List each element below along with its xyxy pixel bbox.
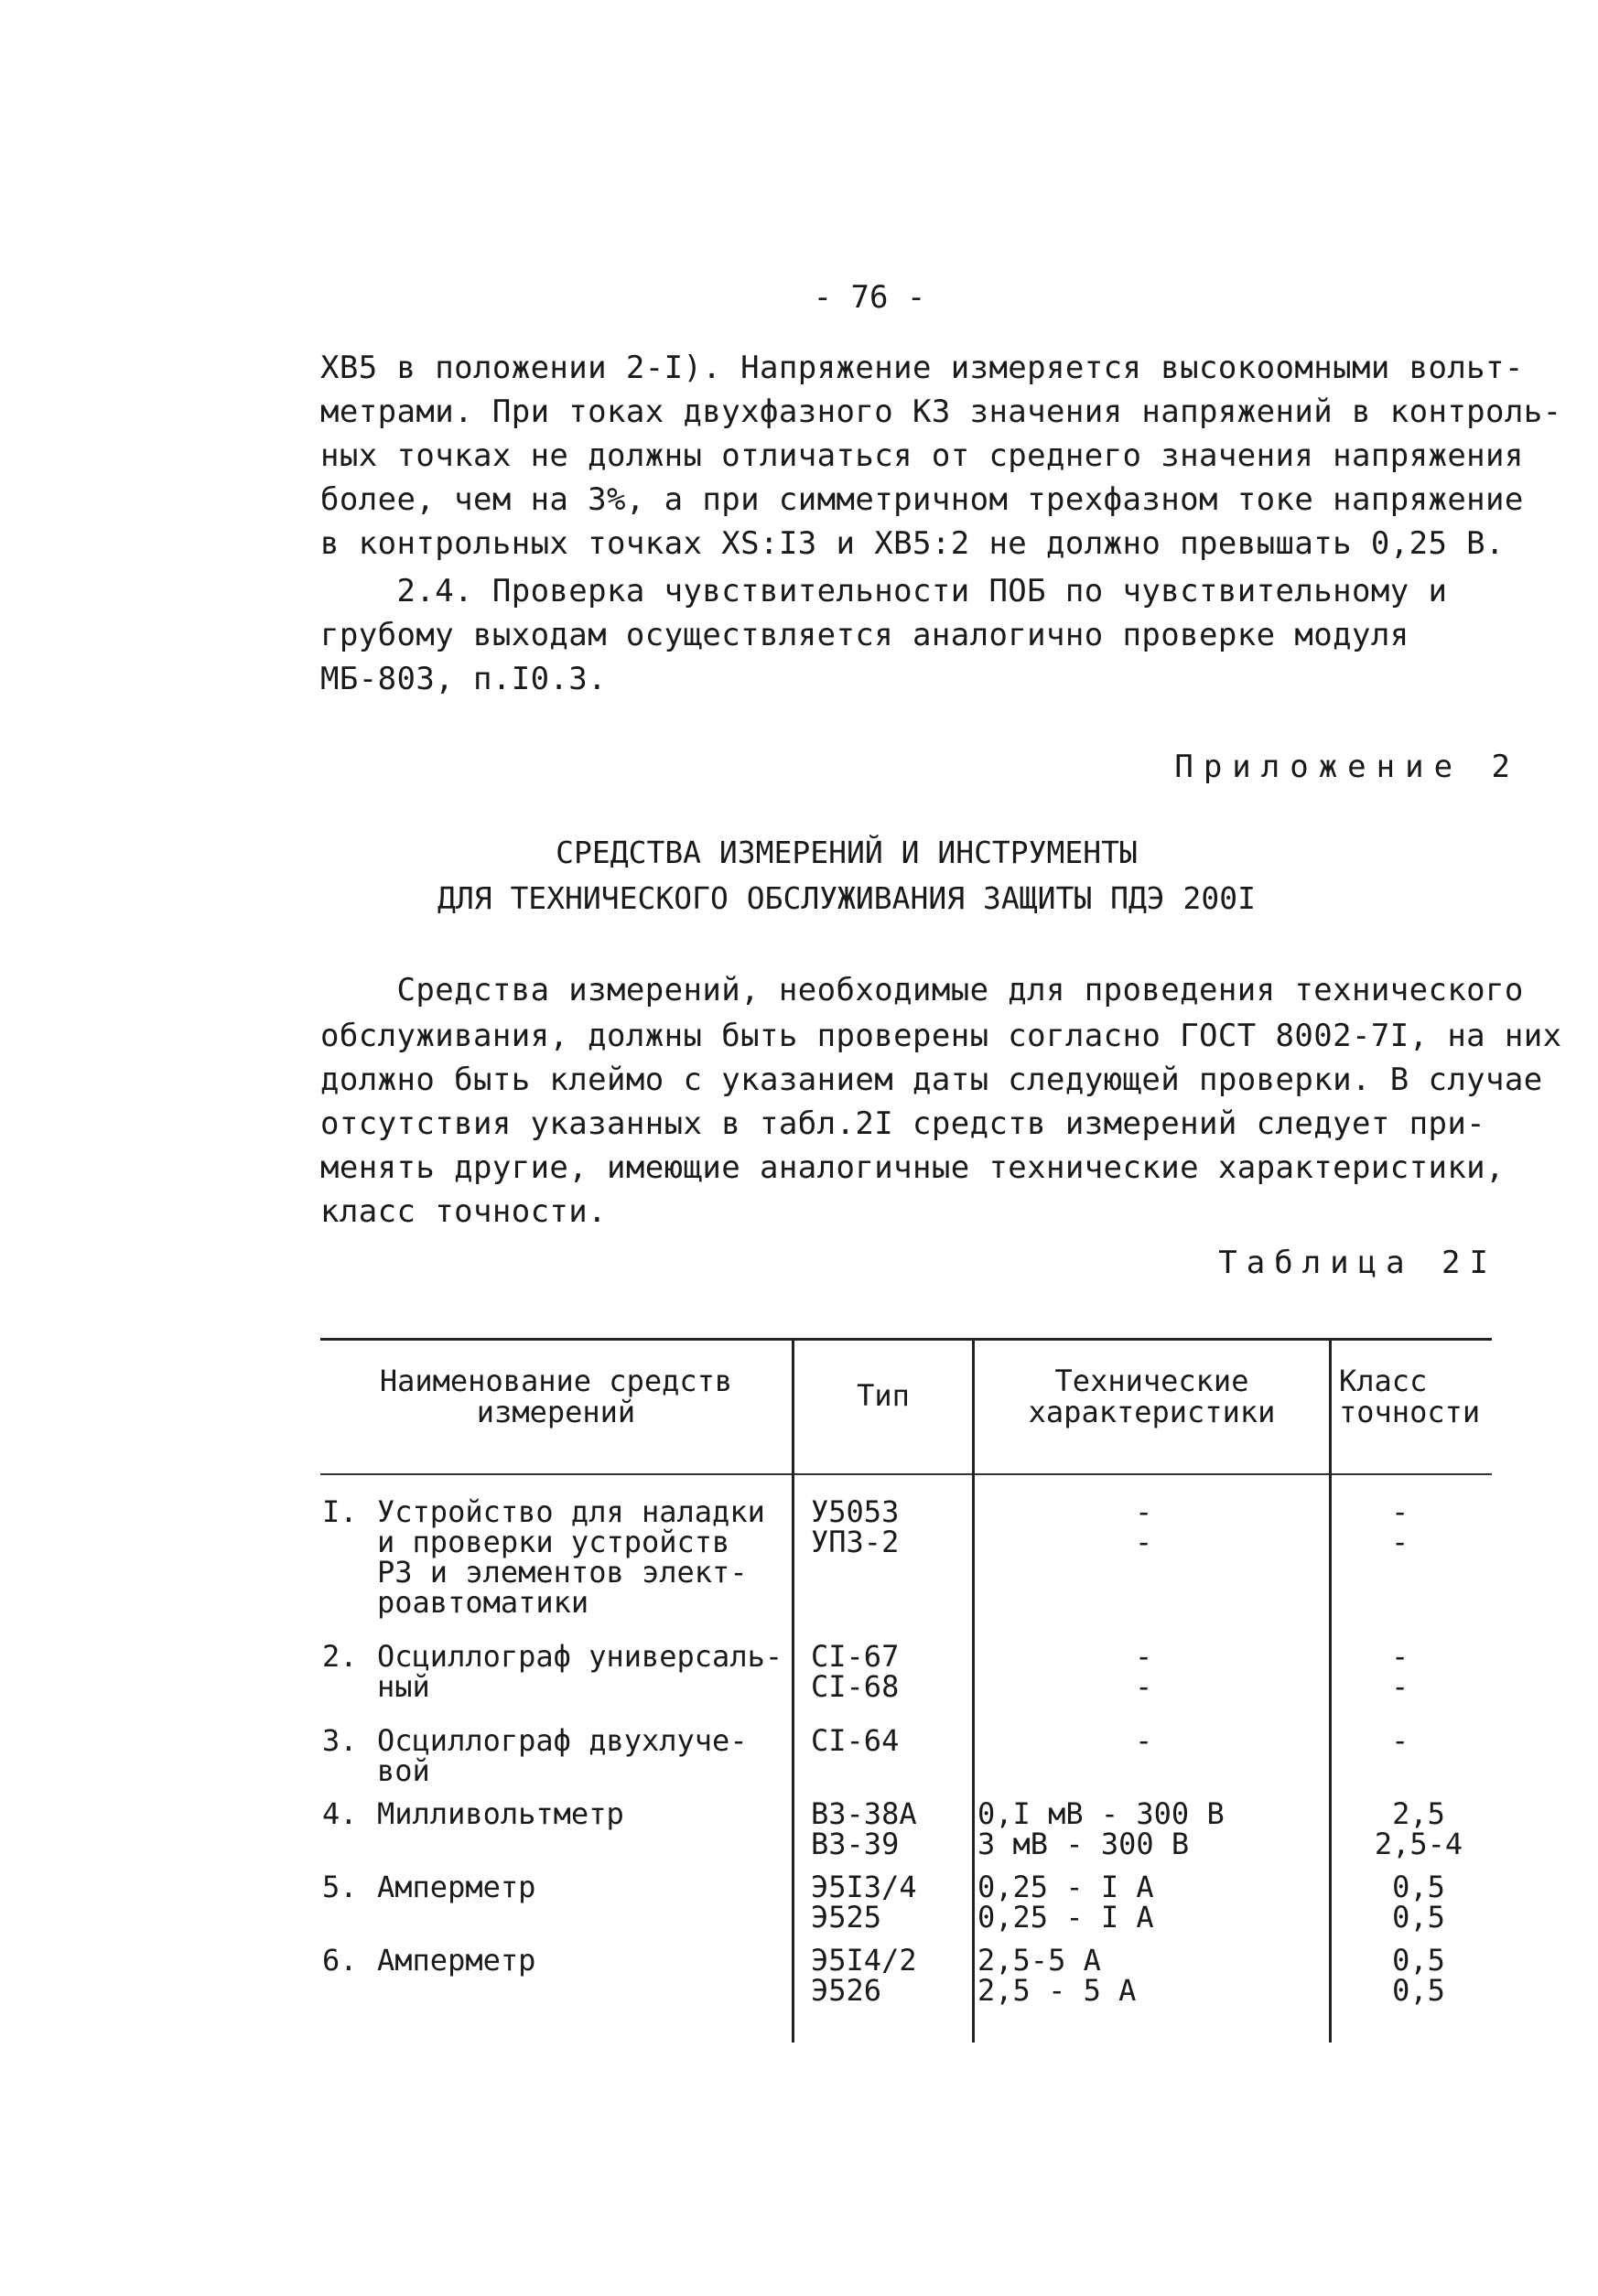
row-name: Милливольтметр (377, 1796, 624, 1831)
row-type: Э5I3/4 Э525 (811, 1870, 917, 1935)
row-class: - (1391, 1723, 1409, 1758)
text-line: более, чем на 3%, а при симметричном трехфазном токе напряжение (320, 481, 1524, 518)
row-number: I. (322, 1494, 358, 1529)
row-class: 0,5 0,5 (1392, 1943, 1445, 2008)
text-line: должно быть клеймо с указанием даты следующей проверки. В случае (320, 1062, 1543, 1098)
row-type: СI-67 СI-68 (811, 1639, 900, 1704)
column-divider (972, 1338, 975, 2043)
row-tech: - (1135, 1723, 1153, 1758)
text-line: метрами. При токах двухфазного КЗ значения напряжений в контроль- (320, 393, 1562, 430)
text-line: в контрольных точках ХS:I3 и ХВ5:2 не должно превышать 0,25 В. (320, 525, 1505, 562)
row-class: 2,5 2,5-4 (1374, 1796, 1463, 1861)
text-line: ХВ5 в положении 2-I). Напряжение измеряется высокоомными вольт- (320, 350, 1524, 386)
text-line: Средства измерений, необходимые для проведения технического (320, 972, 1524, 1008)
row-class: - - (1391, 1639, 1409, 1704)
table-label: Таблица 2I (1218, 1245, 1497, 1281)
row-tech: 2,5-5 А 2,5 - 5 А (977, 1943, 1137, 2008)
table-header-rule (320, 1473, 1492, 1475)
text-line: МБ-803, п.I0.3. (320, 661, 608, 697)
row-tech: - - (1135, 1494, 1153, 1559)
row-tech: - - (1135, 1639, 1153, 1704)
row-number: 5. (322, 1870, 358, 1904)
text-line: обслуживания, должны быть проверены согласно ГОСТ 8002-7I, на них (320, 1018, 1562, 1054)
table-top-rule (320, 1338, 1492, 1341)
row-type: В3-38А В3-39 (811, 1796, 917, 1861)
text-line: ных точках не должны отличаться от среднего значения напряжения (320, 437, 1524, 474)
row-number: 3. (322, 1723, 358, 1758)
column-divider (1329, 1338, 1332, 2043)
text-line: отсутствия указанных в табл.2I средств измерений следует при- (320, 1105, 1486, 1142)
header-tech: Технические характеристики (1028, 1364, 1276, 1429)
row-number: 4. (322, 1796, 358, 1831)
row-type: Э5I4/2 Э526 (811, 1943, 917, 2008)
row-tech: 0,I мВ - 300 В 3 мВ - 300 В (977, 1796, 1225, 1861)
row-name: Амперметр (377, 1943, 536, 1978)
row-type: СI-64 (811, 1723, 900, 1758)
appendix-label: Приложение 2 (1174, 749, 1520, 785)
section-title-line-1: СРЕДСТВА ИЗМЕРЕНИЙ И ИНСТРУМЕНТЫ (556, 835, 1138, 870)
row-tech: 0,25 - I А 0,25 - I А (977, 1870, 1154, 1935)
text-line: 2.4. Проверка чувствительности ПОБ по чувствительному и (320, 573, 1448, 609)
row-class: - - (1391, 1494, 1409, 1559)
row-class: 0,5 0,5 (1392, 1870, 1445, 1935)
row-name: Осциллограф двухлуче- вой (377, 1723, 748, 1788)
section-title-line-2: ДЛЯ ТЕХНИЧЕСКОГО ОБСЛУЖИВАНИЯ ЗАЩИТЫ ПДЭ 200I (437, 880, 1257, 916)
row-type: У5053 УПЗ-2 (811, 1494, 900, 1559)
row-name: Амперметр (377, 1870, 536, 1904)
text-line: класс точности. (320, 1193, 608, 1230)
row-number: 6. (322, 1943, 358, 1978)
text-line: грубому выходам осуществляется аналогично проверке модуля (320, 617, 1409, 653)
header-type: Тип (857, 1378, 910, 1413)
row-name: Устройство для наладки и проверки устройств РЗ и элементов элект- роавтоматики (377, 1494, 765, 1620)
column-divider (792, 1338, 794, 2043)
row-number: 2. (322, 1639, 358, 1674)
row-name: Осциллограф универсаль- ный (377, 1639, 783, 1704)
header-name: Наименование средств измерений (379, 1364, 733, 1429)
page-number: - 76 - (813, 279, 926, 316)
header-class: Класс точности (1339, 1364, 1481, 1429)
text-line: менять другие, имеющие аналогичные технические характеристики, (320, 1149, 1505, 1186)
